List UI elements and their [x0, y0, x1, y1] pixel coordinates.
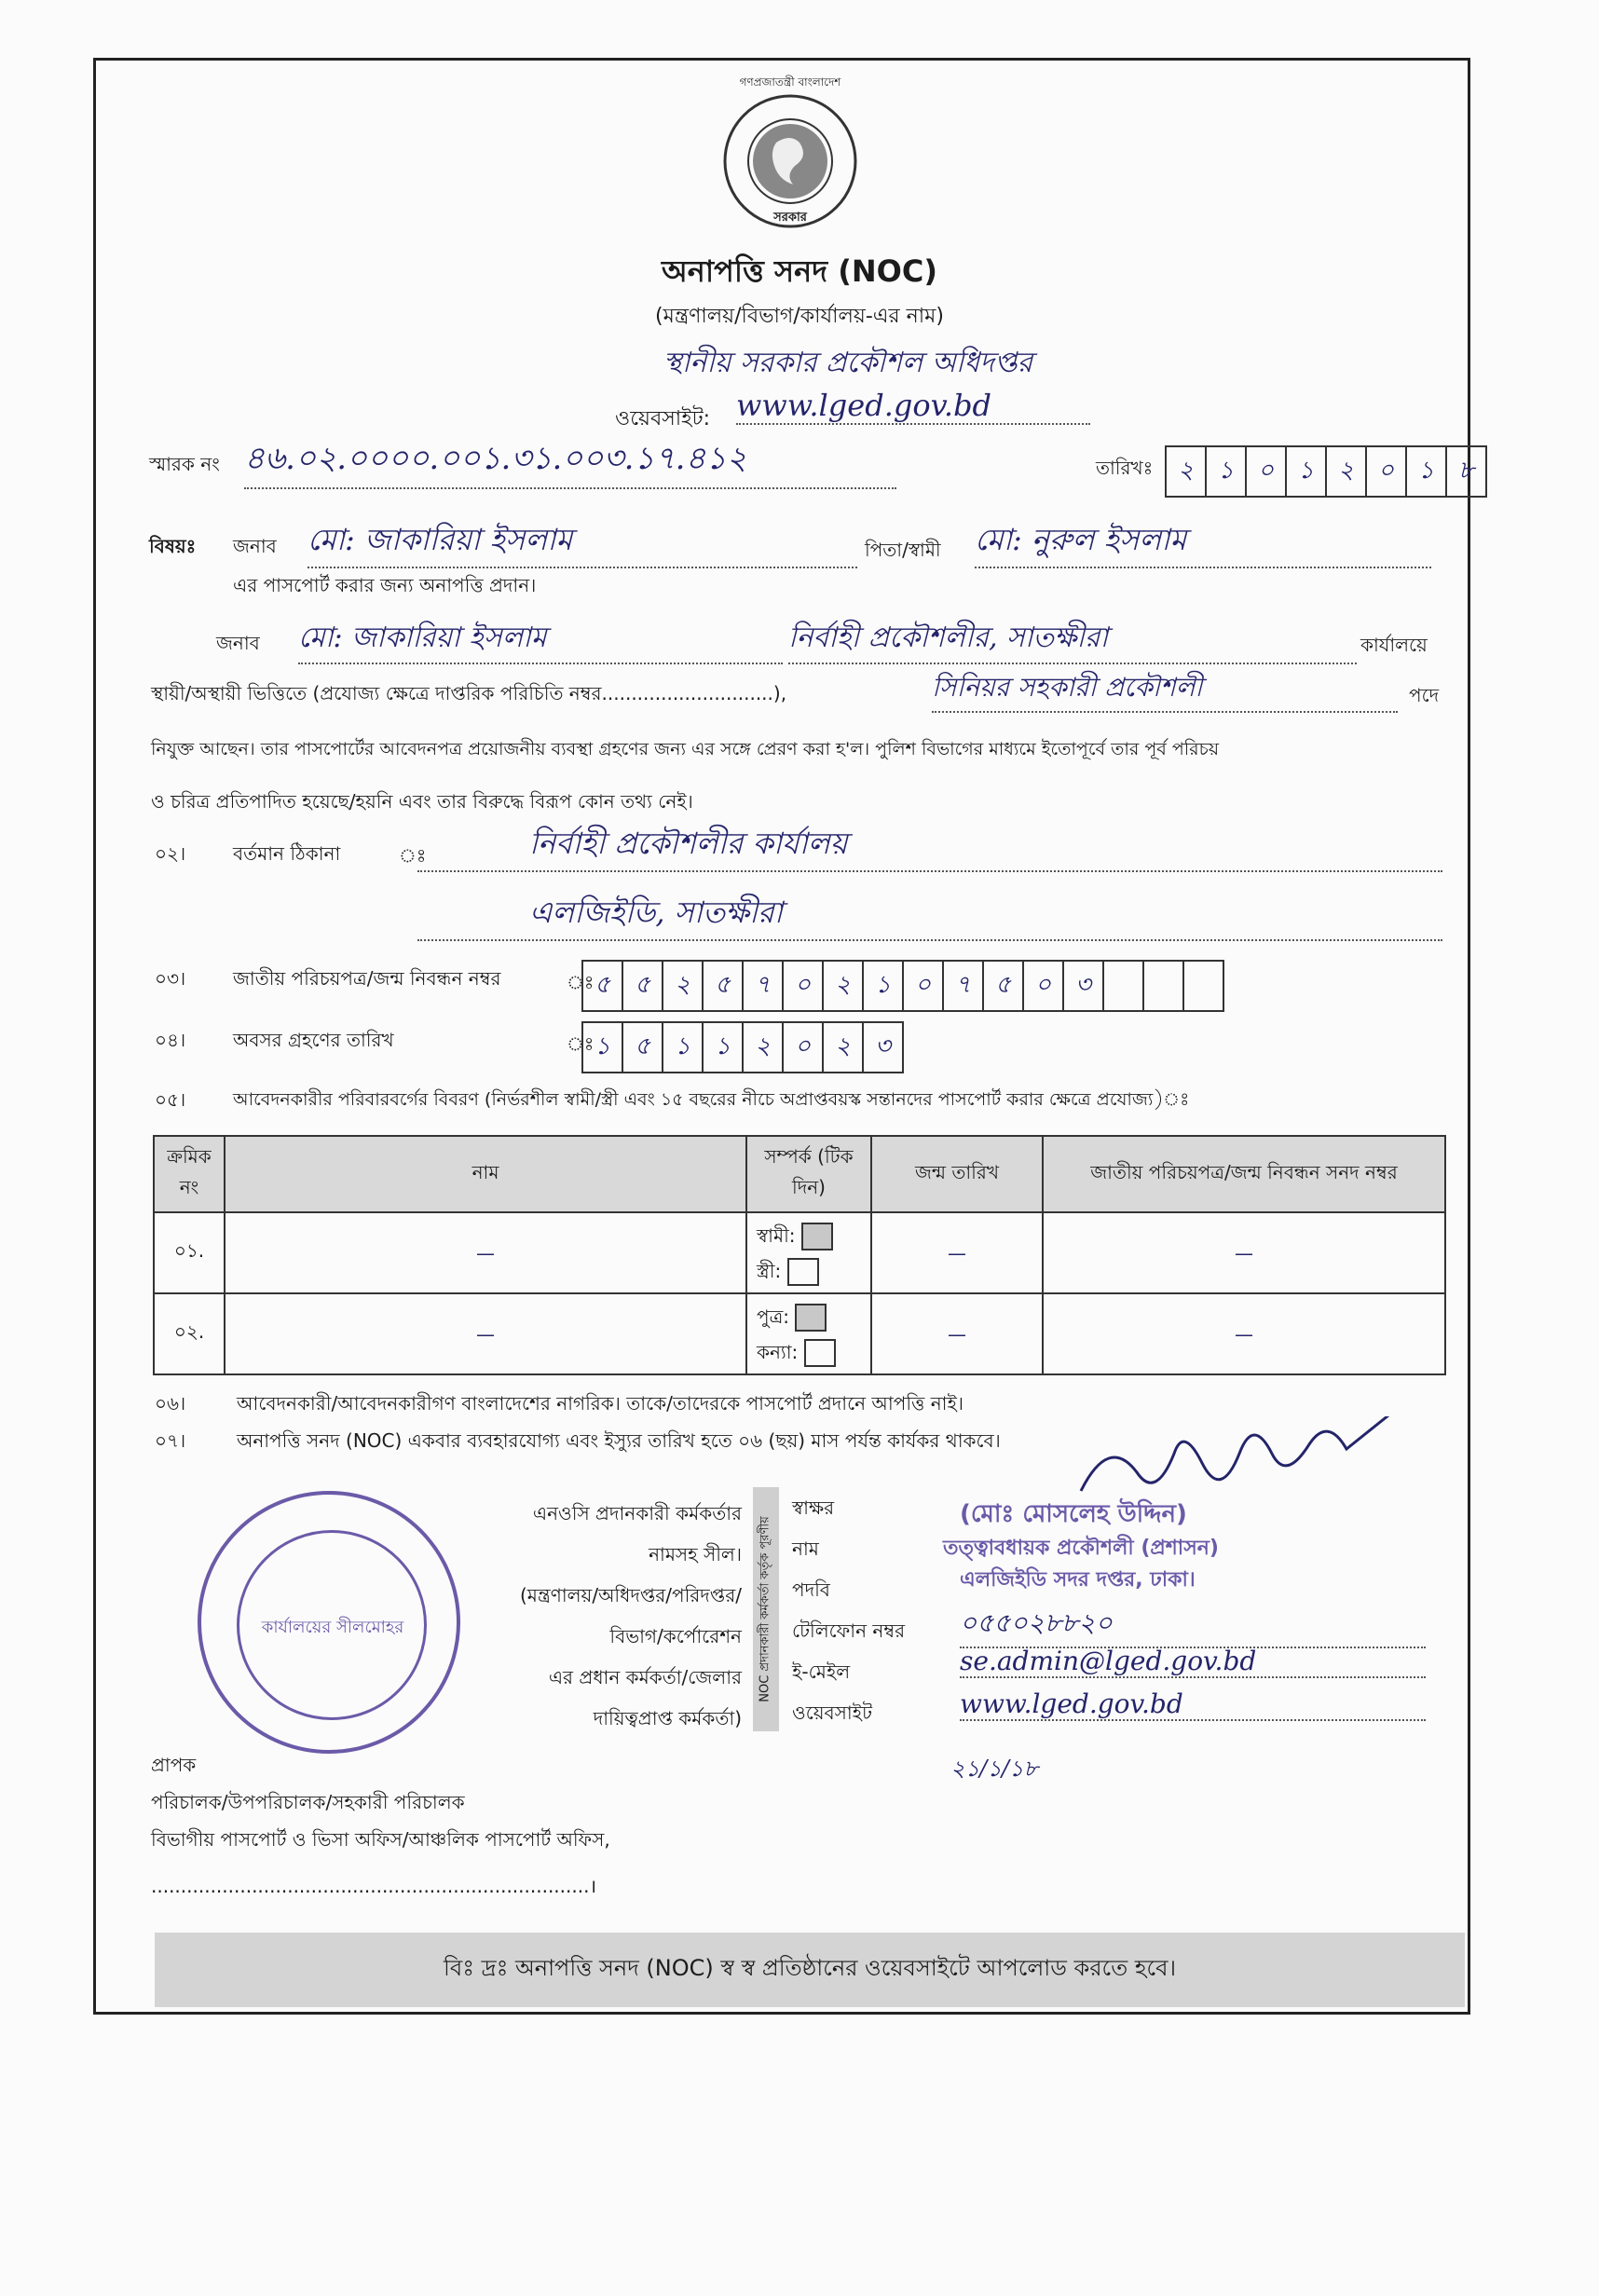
page-subtitle: (মন্ত্রণালয়/বিভাগ/কার্যালয়-এর নাম) — [655, 305, 944, 328]
nid-digit-box: ৫ — [622, 960, 663, 1012]
date-digit-box: ১ — [1285, 445, 1327, 498]
date-boxes — [1167, 445, 1487, 498]
th-serial: ক্রমিক নং — [154, 1136, 225, 1212]
office-stamp — [198, 1491, 460, 1754]
page-title: অনাপত্তি সনদ (NOC) — [662, 253, 937, 289]
field-phone: টেলিফোন নম্বর — [792, 1620, 906, 1642]
th-nid: জাতীয় পরিচয়পত্র/জন্ম নিবন্ধন সনদ নম্বর — [1043, 1136, 1445, 1212]
nid-boxes — [583, 960, 1224, 1012]
body-line4: ও চরিত্র প্রতিপাদিত হয়েছে/হয়নি এবং তার বিরুদ্ধে বিরূপ কোন তথ্য নেই। — [151, 790, 693, 813]
present-address-line2: এলজিইডি, সাতক্ষীরা — [417, 889, 1442, 941]
nid-digit-box: ৭ — [942, 960, 984, 1012]
row2-serial: ০২. — [154, 1293, 225, 1374]
item4-label: অবসর গ্রহণের তারিখ — [233, 1029, 394, 1051]
initial-date: ২১/১/১৮ — [950, 1756, 1039, 1782]
item7-number: ০৭। — [155, 1429, 186, 1452]
subject-name-prefix: জনাব — [233, 535, 277, 557]
field-signature: স্বাক্ষর — [792, 1496, 835, 1519]
date-digit-box: ২ — [1165, 445, 1207, 498]
left-line-2: নামসহ সীল। — [649, 1543, 742, 1565]
vertical-text: NOC প্রদানকারী কর্মকর্তা কর্তৃক পূরণীয় — [758, 1516, 772, 1702]
item3-label: জাতীয় পরিচয়পত্র/জন্ম নিবন্ধন নম্বর — [233, 967, 501, 990]
retirement-digit-box: ০ — [782, 1021, 824, 1073]
date-digit-box: ০ — [1365, 445, 1407, 498]
husband-checkbox[interactable] — [801, 1223, 833, 1250]
rel-son-label: পুত্র: — [757, 1305, 790, 1328]
body-office-suffix: কার্যালয়ে — [1360, 634, 1428, 656]
retirement-digit-box: ১ — [702, 1021, 744, 1073]
rel-daughter-label: কন্যা: — [757, 1340, 799, 1363]
family-table — [153, 1135, 1446, 1375]
row2-relation — [746, 1293, 871, 1374]
left-line-6: দায়িত্বপ্রাপ্ত কর্মকর্তা) — [593, 1707, 742, 1729]
left-line-1: এনওসি প্রদানকারী কর্মকর্তার — [532, 1502, 742, 1524]
row2-name: — — [225, 1293, 746, 1374]
nid-digit-box: ২ — [822, 960, 864, 1012]
field-email: ই-মেইল — [792, 1660, 851, 1683]
item4-colon: ঃ — [567, 1032, 594, 1055]
item5-label: আবেদনকারীর পরিবারবর্গের বিবরণ (নির্ভরশীল স্বামী/স্ত্রী এবং ১৫ বছরের নীচে অপ্রাপ্তবয়স্ক সন্তানদের পাসপোর্ট করার ক্ষেত্রে প্রযোজ্য)ঃ — [233, 1089, 1190, 1110]
item3-number: ০৩। — [155, 967, 186, 990]
field-name: নাম — [792, 1538, 819, 1560]
body-designation: সিনিয়র সহকারী প্রকৌশলী — [932, 667, 1398, 713]
left-line-5: এর প্রধান কর্মকর্তা/জেলার — [548, 1666, 742, 1688]
official-phone: ০৫৫০২৮৮২০ — [960, 1603, 1426, 1648]
nid-digit-box — [1142, 960, 1184, 1012]
nid-digit-box — [1182, 960, 1224, 1012]
recipient-line1: পরিচালক/উপপরিচালক/সহকারী পরিচালক — [151, 1791, 465, 1813]
nid-digit-box: ১ — [862, 960, 904, 1012]
website-label: ওয়েবসাইট: — [615, 407, 710, 430]
nid-digit-box — [1102, 960, 1144, 1012]
retirement-digit-box: ৩ — [862, 1021, 904, 1073]
body-prefix: জনাব — [216, 632, 260, 654]
retirement-digit-box: ১ — [581, 1021, 623, 1073]
recipient-line2: বিভাগীয় পাসপোর্ট ও ভিসা অফিস/আঞ্চলিক পাসপোর্ট অফিস, — [151, 1828, 610, 1851]
row2-dob: — — [871, 1293, 1043, 1374]
subject-label: বিষয়ঃ — [149, 535, 197, 557]
body-designation-suffix: পদে — [1409, 684, 1440, 706]
date-label: তারিখঃ — [1096, 457, 1154, 479]
item7-text: অনাপত্তি সনদ (NOC) একবার ব্যবহারযোগ্য এবং ইস্যুর তারিখ হতে ০৬ (ছয়) মাস পর্যন্ত কার্যকর থাকবে। — [237, 1429, 1001, 1452]
date-digit-box: ১ — [1205, 445, 1247, 498]
nid-digit-box: ৭ — [742, 960, 784, 1012]
item2-number: ০২। — [155, 842, 186, 865]
signatory-left-block — [457, 1493, 742, 1739]
nid-digit-box: ০ — [902, 960, 944, 1012]
row1-nid: — — [1043, 1212, 1445, 1293]
father-name: মো: নুরুল ইসলাম — [975, 516, 1431, 568]
row1-serial: ০১. — [154, 1212, 225, 1293]
th-dob: জন্ম তারিখ — [871, 1136, 1043, 1212]
item3-colon: ঃ — [567, 971, 594, 993]
official-designation: তত্ত্বাবধায়ক প্রকৌশলী (প্রশাসন) — [943, 1537, 1219, 1560]
memo-label: স্মারক নং — [149, 453, 220, 475]
th-relation: সম্পর্ক (টিক দিন) — [746, 1136, 871, 1212]
applicant-name: মো: জাকারিয়া ইসলাম — [308, 516, 857, 568]
rel-wife-label: স্ত্রী: — [757, 1259, 782, 1282]
row1-name: — — [225, 1212, 746, 1293]
row2-nid: — — [1043, 1293, 1445, 1374]
recipient-label: প্রাপক — [151, 1754, 197, 1776]
field-designation: পদবি — [792, 1578, 830, 1601]
seal-text-bottom: সরকার — [773, 211, 807, 225]
rel-husband-label: স্বামী: — [757, 1223, 796, 1247]
present-address-line1: নির্বাহী প্রকৌশলীর কার্যালয় — [417, 820, 1442, 872]
government-seal — [720, 75, 860, 231]
seal-text-top: গণপ্রজাতন্ত্রী বাংলাদেশ — [739, 75, 841, 89]
wife-checkbox[interactable] — [787, 1258, 819, 1286]
memo-number: ৪৬.০২.০০০০.০০১.৩১.০০৩.১৭.৪১২ — [244, 434, 896, 489]
body-line2: স্থায়ী/অস্থায়ী ভিত্তিতে (প্রযোজ্য ক্ষেত্রে দাপ্তরিক পরিচিতি নম্বর.............................), — [151, 682, 787, 704]
nid-digit-box: ৫ — [702, 960, 744, 1012]
nid-digit-box: ৫ — [982, 960, 1024, 1012]
table-row — [154, 1293, 1445, 1374]
nid-digit-box: ২ — [662, 960, 704, 1012]
row1-relation — [746, 1212, 871, 1293]
daughter-checkbox[interactable] — [804, 1339, 836, 1367]
date-digit-box: ২ — [1325, 445, 1367, 498]
retirement-date-boxes — [583, 1021, 904, 1073]
father-label: পিতা/স্বামী — [865, 539, 941, 561]
table-row — [154, 1212, 1445, 1293]
official-email: se.admin@lged.gov.bd — [960, 1646, 1426, 1678]
left-line-3: (মন্ত্রণালয়/অধিদপ্তর/পরিদপ্তর/ — [519, 1584, 742, 1606]
recipient-line3: ..........................................................................। — [151, 1875, 597, 1897]
th-name: নাম — [225, 1136, 746, 1212]
official-website: www.lged.gov.bd — [960, 1688, 1426, 1721]
website-value: www.lged.gov.bd — [736, 388, 1090, 425]
row1-dob: — — [871, 1212, 1043, 1293]
footer-note: বিঃ দ্রঃ অনাপত্তি সনদ (NOC) স্ব স্ব প্রতিষ্ঠানের ওয়েবসাইটে আপলোড করতে হবে। — [155, 1933, 1465, 2007]
nid-digit-box: ৫ — [581, 960, 623, 1012]
item6-number: ০৬। — [155, 1392, 186, 1414]
nid-digit-box: ০ — [782, 960, 824, 1012]
official-office: এলজিইডি সদর দপ্তর, ঢাকা। — [960, 1568, 1196, 1592]
retirement-digit-box: ৫ — [622, 1021, 663, 1073]
noc-official-vertical-label — [753, 1487, 779, 1731]
field-website: ওয়েবসাইট — [792, 1702, 872, 1724]
date-digit-box: ০ — [1245, 445, 1287, 498]
item4-number: ০৪। — [155, 1029, 186, 1051]
date-digit-box: ৮ — [1445, 445, 1487, 498]
body-office: নির্বাহী প্রকৌশলীর, সাতক্ষীরা — [788, 615, 1357, 664]
stamp-center-text: কার্যালয়ের সীলমোহর — [261, 1618, 404, 1637]
retirement-digit-box: ১ — [662, 1021, 704, 1073]
office-name: স্থানীয় সরকার প্রকৌশল অধিদপ্তর — [663, 347, 1033, 379]
nid-digit-box: ০ — [1022, 960, 1064, 1012]
nid-digit-box: ৩ — [1062, 960, 1104, 1012]
item2-label: বর্তমান ঠিকানা — [233, 842, 341, 865]
left-line-4: বিভাগ/কর্পোরেশন — [609, 1625, 742, 1647]
subject-line2: এর পাসপোর্ট করার জন্য অনাপত্তি প্রদান। — [233, 574, 537, 596]
item6-text: আবেদনকারী/আবেদনকারীগণ বাংলাদেশের নাগরিক। তাকে/তাদেরকে পাসপোর্ট প্রদানে আপত্তি নাই। — [237, 1392, 964, 1414]
retirement-digit-box: ২ — [742, 1021, 784, 1073]
official-name: (মোঃ মোসলেহ উদ্দিন) — [960, 1500, 1187, 1528]
date-digit-box: ১ — [1405, 445, 1447, 498]
item5-number: ০৫। — [155, 1088, 186, 1111]
item2-colon: ঃ — [399, 844, 427, 867]
son-checkbox[interactable] — [795, 1304, 827, 1332]
body-applicant-name: মো: জাকারিয়া ইসলাম — [298, 615, 783, 664]
signatory-field-labels — [792, 1487, 905, 1733]
retirement-digit-box: ২ — [822, 1021, 864, 1073]
body-line3: নিযুক্ত আছেন। তার পাসপোর্টের আবেদনপত্র প্রয়োজনীয় ব্যবস্থা গ্রহণের জন্য এর সঙ্গে প্রেরণ করা হ'ল। পুলিশ বিভাগের মাধ্যমে ইতোপূর্বে তার পূর্ব পরিচয় — [151, 739, 1220, 759]
